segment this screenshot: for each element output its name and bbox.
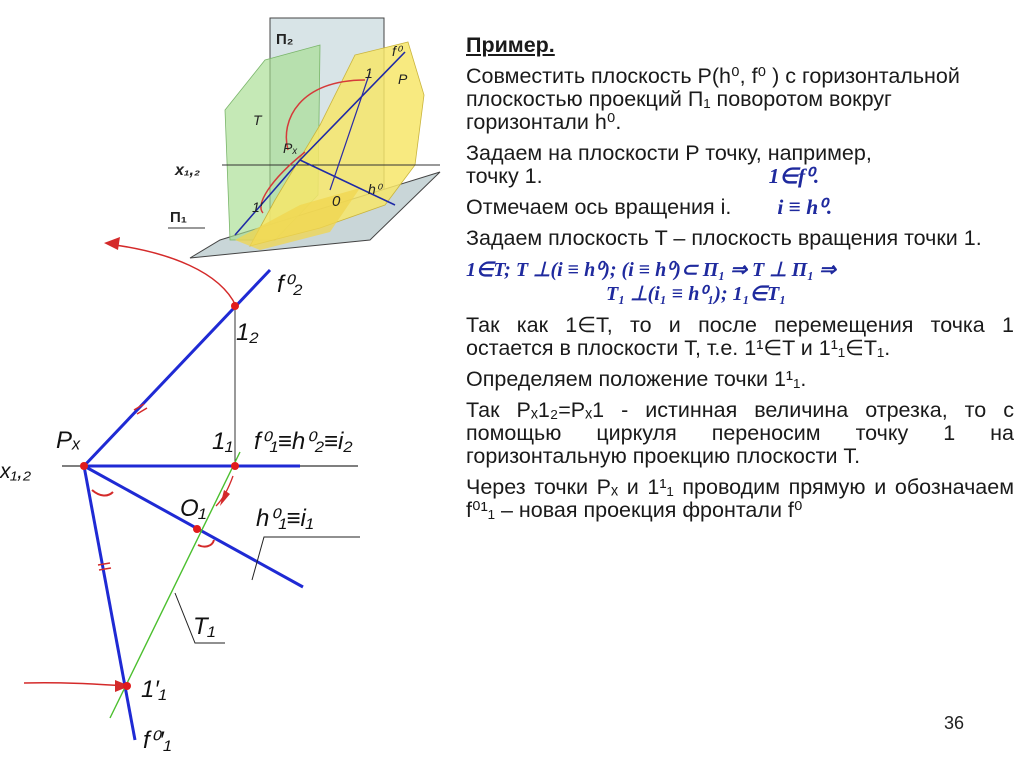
angle-mark-o1 xyxy=(198,540,214,547)
point-px xyxy=(80,462,88,470)
label-f0-3d: f⁰ xyxy=(392,43,402,59)
point-1-prime-1 xyxy=(123,682,131,690)
label-f0-prime-1: f⁰′₁ xyxy=(143,727,172,754)
formula-block xyxy=(466,258,1014,306)
label-1-prime-1: 1′₁ xyxy=(141,676,167,703)
paragraph-axis-text: Отмечаем ось вращения i. xyxy=(466,195,732,219)
paragraph-point-line1: Задаем на плоскости P точку, например, xyxy=(466,141,872,165)
tick-mark-lower-1 xyxy=(98,563,110,565)
paragraph-remains: Так как 1∈T, то и после перемещения точка 1 остается в плоскости T, т.е. 1¹∈T и 1¹₁∈T₁. xyxy=(466,313,1014,360)
label-px: Pₓ xyxy=(56,427,82,454)
angle-mark-px xyxy=(92,490,113,496)
slide-number: 36 xyxy=(944,713,965,733)
paragraph-position: Определяем положение точки 1¹₁. xyxy=(466,367,807,391)
leader-h-row xyxy=(252,537,360,580)
paragraph-plane-t: Задаем плоскость T – плоскость вращения точки 1. xyxy=(466,226,982,250)
paragraph-compass: Так Pₓ1₂=Pₓ1 - истинная величина отрезка, то с помощью циркуля переносим точку 1 на горизонтальную проекцию плоскости T. xyxy=(466,398,1014,468)
formula-line-2: T₁ ⊥(i₁ ≡ h⁰₁); 1₁∈T₁ xyxy=(606,283,787,305)
paragraph-axis xyxy=(466,196,1014,219)
paragraph-point-line2: точку 1. xyxy=(466,164,543,188)
label-o-3d: 0 xyxy=(332,193,341,210)
label-1-2: 1₂ xyxy=(236,319,259,346)
label-pi1: П₁ xyxy=(170,209,187,226)
label-pi2: П₂ xyxy=(276,31,294,48)
construction xyxy=(0,237,360,754)
label-o1: O₁ xyxy=(180,495,207,522)
label-1prime-3d: 1′ xyxy=(252,199,263,215)
label-x12: x₁,₂ xyxy=(0,460,31,483)
paragraph-axis-formula: i ≡ h⁰. xyxy=(777,195,833,219)
arrow-top xyxy=(104,237,120,250)
label-x12-3d: x₁,₂ xyxy=(175,162,201,179)
paragraph-point-formula: 1∈f⁰. xyxy=(768,164,820,188)
paragraph-task: Совместить плоскость P(h⁰, f⁰ ) с горизонтальной плоскостью проекций П₁ поворотом вокруг горизонтали h⁰. xyxy=(466,64,960,134)
f0-prime-1-line xyxy=(84,466,135,740)
label-px-3d: Pₓ xyxy=(283,140,298,156)
paragraph-point xyxy=(466,142,1014,188)
label-eq-row: f⁰₁≡h⁰₂≡i₂ xyxy=(254,428,353,455)
f0-2-line xyxy=(84,270,270,466)
arrow-o1 xyxy=(220,490,230,506)
compass-arc-bottom xyxy=(24,683,128,686)
example-heading: Пример. xyxy=(466,33,555,57)
point-1-2 xyxy=(231,302,239,310)
label-h0-3d: h⁰ xyxy=(368,181,382,197)
paragraph-new-line: Через точки Pₓ и 1¹₁ проводим прямую и обозначаем f⁰¹₁ – новая проекция фронтали f⁰ xyxy=(466,475,1014,522)
label-h-row: h⁰₁≡i₁ xyxy=(256,505,314,532)
tick-mark-lower-2 xyxy=(99,568,111,570)
label-f0-2: f⁰₂ xyxy=(277,271,303,298)
point-1-1 xyxy=(231,462,239,470)
label-t1: T₁ xyxy=(193,613,216,640)
label-p-3d: P xyxy=(398,71,408,87)
label-1-3d: 1 xyxy=(365,65,373,81)
explanation-text xyxy=(466,34,1014,530)
pictorial-3d xyxy=(168,18,440,258)
formula-line-1: 1∈T; T ⊥(i ≡ h⁰); (i ≡ h⁰)⊂ П₁ ⇒ T ⊥ П₁ ⇒ xyxy=(466,259,836,281)
label-1-1: 1₁ xyxy=(212,428,233,455)
point-o1 xyxy=(193,525,201,533)
label-t-3d: T xyxy=(253,112,262,128)
